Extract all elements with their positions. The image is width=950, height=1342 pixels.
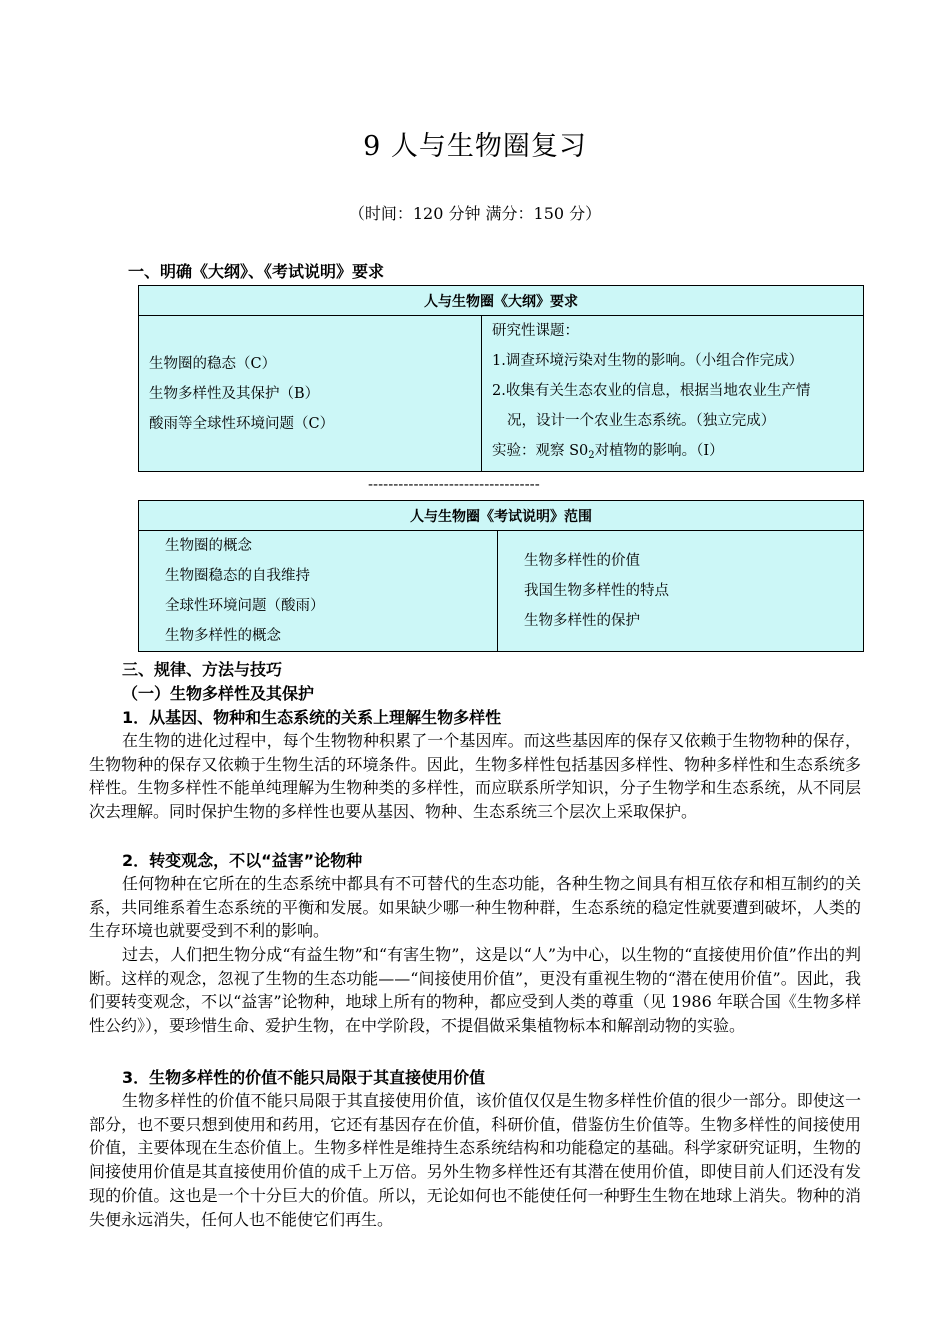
syllabus-item: 生物多样性及其保护（B）	[149, 385, 320, 402]
experiment-subscript: 2	[588, 450, 595, 461]
syllabus-table	[138, 285, 864, 472]
experiment-item	[492, 436, 853, 471]
section-heading-1: 一、明确《大纲》、《考试说明》要求	[128, 262, 385, 281]
scope-item: 全球性环境问题（酸雨）	[165, 598, 325, 614]
exam-scope-left-cell	[139, 531, 498, 652]
syllabus-item: 酸雨等全球性环境问题（C）	[149, 415, 335, 432]
research-title: 研究性课题：	[492, 323, 579, 339]
scope-item: 我国生物多样性的特点	[524, 583, 669, 599]
paragraph-4: 生物多样性的价值不能只局限于其直接使用价值，该价值仅仅是生物多样性价值的很少一部分。即使这一部分，也不要只想到使用和药用，它还有基因存在价值，科研价值，借鉴仿生价值等。生物多样性的间接使用价值，主要体现在生态价值上。生物多样性是维持生态系统结构和功能稳定的基础。科学家研究证明，生物的间接使用价值是其直接使用价值的成千上万倍。另外生物多样性还有其潜在使用价值，即使目前人们还没有发现的价值。这也是一个十分巨大的价值。所以，无论如何也不能使任何一种野生生物在地球上消失。物种的消失便永远消失，任何人也不能使它们再生。	[89, 1091, 861, 1229]
point-heading-1: 1．从基因、物种和生态系统的关系上理解生物多样性	[122, 708, 502, 727]
exam-info: （时间：120 分钟 满分：150 分）	[348, 204, 602, 223]
syllabus-table-header: 人与生物圈《大纲》要求	[139, 286, 864, 316]
exam-scope-table	[138, 500, 864, 652]
subsection-heading-1: （一）生物多样性及其保护	[122, 684, 315, 703]
paragraph-1: 在生物的进化过程中，每个生物物种积累了一个基因库。而这些基因库的保存又依赖于生物物种的保存，生物物种的保存又依赖于生物生活的环境条件。因此，生物多样性包括基因多样性、物种多样性和生态系统多样性。生物多样性不能单纯理解为生物种类的多样性，而应联系所学知识，分子生物学和生态系统，从不同层次去理解。同时保护生物的多样性也要从基因、物种、生态系统三个层次上采取保护。	[89, 731, 861, 822]
research-item-cont: 况，设计一个农业生态系统。（独立完成）	[507, 413, 776, 429]
scope-item: 生物圈的概念	[165, 538, 252, 554]
scope-item: 生物多样性的价值	[524, 553, 640, 569]
paragraph-3: 过去，人们把生物分成“有益生物”和“有害生物”，这是以“人”为中心，以生物的“直接使用价值”作出的判断。这样的观念，忽视了生物的生态功能——“间接使用价值”，更没有重视生物的“潜在使用价值”。因此，我们要转变观念，不以“益害”论物种，地球上所有的物种，都应受到人类的尊重（见 1986 年联合国《生物多样性公约》），要珍惜生命、爱护生物，在中学阶段，不提倡做采集植物标本和解剖动物的实验。	[89, 945, 861, 1036]
paragraph-2: 任何物种在它所在的生态系统中都具有不可替代的生态功能，各种生物之间具有相互依存和相互制约的关系，共同维系着生态系统的平衡和发展。如果缺少哪一种生物种群，生态系统的稳定性就要遭到破坏，人类的生存环境也就要受到不利的影响。	[89, 874, 861, 941]
scope-item: 生物多样性的概念	[165, 628, 281, 644]
scope-item: 生物多样性的保护	[524, 613, 640, 629]
research-item: 2.收集有关生态农业的信息，根据当地农业生产情	[492, 383, 811, 399]
research-item: 1.调查环境污染对生物的影响。（小组合作完成）	[492, 353, 804, 369]
experiment-text-a: 实验：观察 S0	[492, 443, 589, 459]
divider: ----------------------------------	[368, 477, 540, 493]
experiment-text-b: 对植物的影响。（I）	[594, 443, 724, 459]
point-heading-3: 3．生物多样性的价值不能只局限于其直接使用价值	[122, 1068, 486, 1087]
section-heading-3: 三、规律、方法与技巧	[122, 660, 283, 679]
exam-scope-right-cell	[498, 531, 864, 652]
syllabus-item: 生物圈的稳态（C）	[149, 355, 277, 372]
point-heading-2: 2．转变观念，不以“益害”论物种	[122, 851, 363, 870]
syllabus-left-cell	[139, 316, 482, 472]
exam-scope-table-header: 人与生物圈《考试说明》范围	[139, 501, 864, 531]
syllabus-right-cell	[482, 316, 864, 472]
page-title: 9 人与生物圈复习	[363, 131, 587, 162]
scope-item: 生物圈稳态的自我维持	[165, 568, 310, 584]
